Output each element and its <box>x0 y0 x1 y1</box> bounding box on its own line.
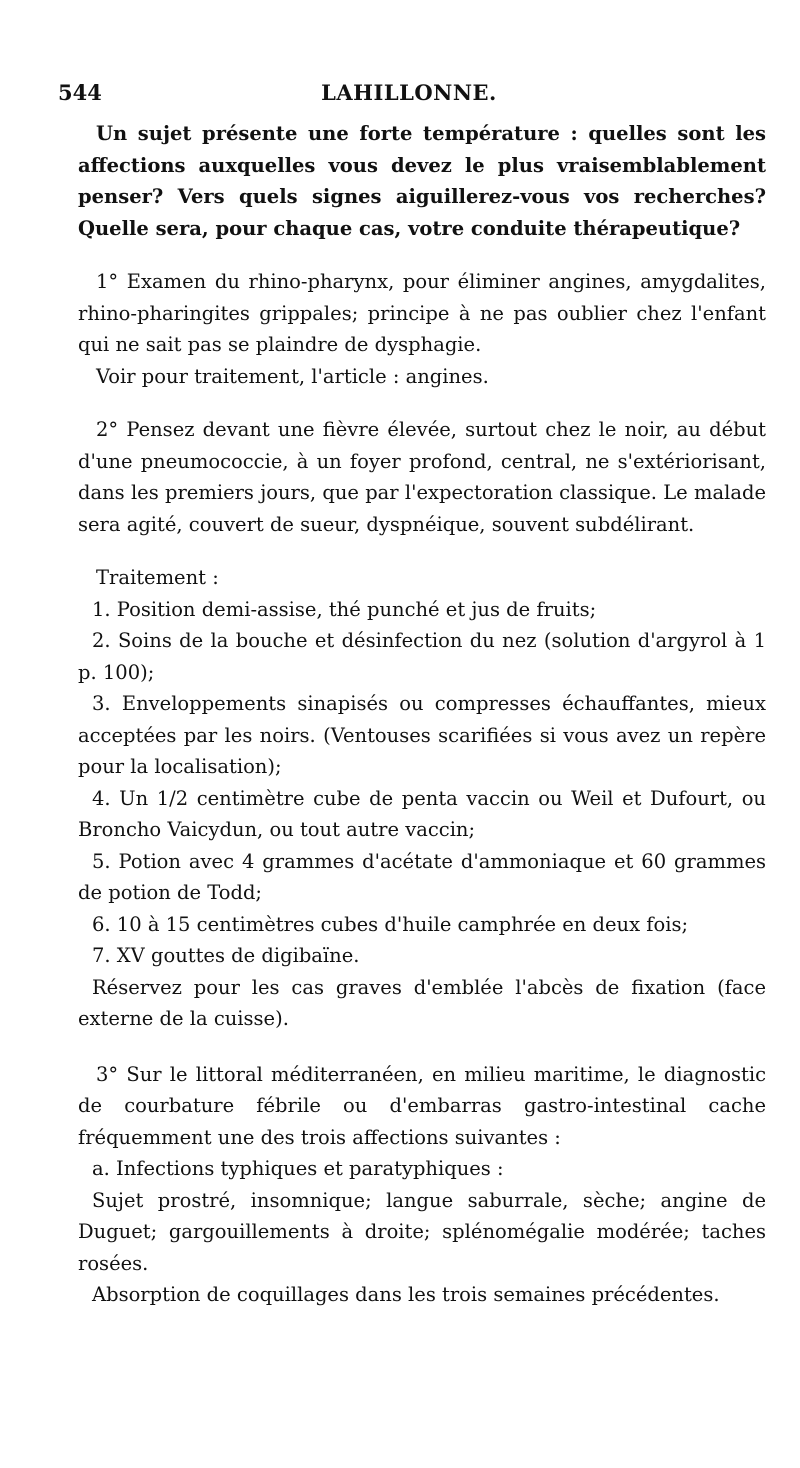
subsection-a-more: Absorption de coquillages dans les trois semaines précédentes. <box>92 1283 720 1306</box>
subsection-a-title: a. Infections typhiques et paratyphiques : <box>92 1157 504 1180</box>
treatment-item: 2. Soins de la bouche et désinfection du nez (solution d'argyrol à 1 p. 100); <box>78 629 766 684</box>
treatment-item: 1. Position demi-assise, thé punché et jus de fruits; <box>92 597 597 621</box>
reserve-note: Réservez pour les cas graves d'emblée l'abcès de fixation (face externe de la cuisse). <box>78 975 766 1030</box>
page-body <box>78 118 766 1311</box>
subsection-a-text: Sujet prostré, insomnique; langue saburrale, sèche; angine de Duguet; gargouillements à droite; splénomégalie modérée; taches rosées. <box>78 1188 766 1275</box>
question-paragraph: Un sujet présente une forte température : quelles sont les affections auxquelles vous devez le plus vraisemblablement penser? Vers quels signes aiguillerez-vous vos recherches? Quelle sera, pour chaque cas, votre conduite thérapeutique? <box>78 122 766 240</box>
treatment-item: 4. Un 1/2 centimètre cube de penta vaccin ou Weil et Dufourt, ou Broncho Vaicydun, ou tout autre vaccin; <box>78 786 766 841</box>
treatment-item: 6. 10 à 15 centimètres cubes d'huile camphrée en deux fois; <box>92 912 689 936</box>
paragraph-1: 1° Examen du rhino-pharynx, pour éliminer angines, amygdalites, rhino-pharingites grippales; principe à ne pas oublier chez l'enfant qui ne sait pas se plaindre de dysphagie. <box>78 270 766 356</box>
page-number: 544 <box>58 80 102 105</box>
paragraph-1-treatment-ref: Voir pour traitement, l'article : angines. <box>96 364 489 388</box>
treatment-item: 5. Potion avec 4 grammes d'acétate d'ammoniaque et 60 grammes de potion de Todd; <box>78 849 766 904</box>
running-title: LAHILLONNE. <box>321 80 497 105</box>
paragraph-3: 3° Sur le littoral méditerranéen, en milieu maritime, le diagnostic de courbature fébrile ou d'embarras gastro-intestinal cache fréquemment une des trois affections suivantes : <box>78 1062 766 1149</box>
treatment-title: Traitement : <box>96 566 219 589</box>
running-header <box>58 80 760 110</box>
treatment-item: 7. XV gouttes de digibaïne. <box>92 944 360 967</box>
paragraph-2: 2° Pensez devant une fièvre élevée, surtout chez le noir, au début d'une pneumococcie, à un foyer profond, central, ne s'extériorisant, dans les premiers jours, que par l'expectoration classique. Le malade sera agité, couvert de sueur, dyspnéique, souvent subdélirant. <box>78 418 766 536</box>
treatment-item: 3. Enveloppements sinapisés ou compresses échauffantes, mieux acceptées par les noirs. (Ventouses scarifiées si vous avez un repère pour la localisation); <box>78 692 766 778</box>
